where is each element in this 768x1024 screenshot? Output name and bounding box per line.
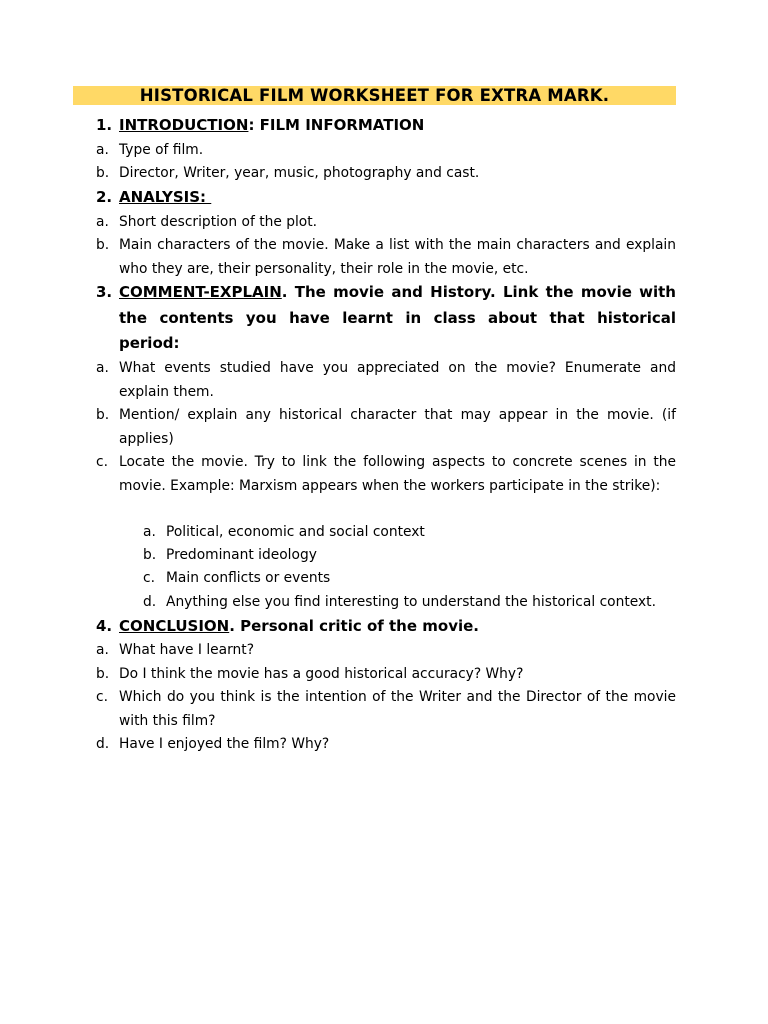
list-item-marker: b. — [96, 165, 110, 181]
list-item-marker: c. — [96, 454, 108, 470]
list-item-text: Main characters of the movie. Make a list with the main characters and explain who they are, their personality, their role in the movie, etc. — [119, 237, 676, 277]
list-item-marker: c. — [96, 689, 108, 705]
list-item-marker: d. — [96, 736, 110, 752]
section-number: 1. — [96, 116, 113, 134]
list-item — [96, 139, 676, 163]
sub-list-item — [143, 521, 683, 545]
list-item — [96, 639, 676, 663]
list-item — [96, 234, 676, 281]
section-heading-underlined: COMMENT-EXPLAIN — [119, 283, 282, 301]
sub-list-item-text: Main conflicts or events — [166, 570, 331, 586]
section-heading-rest: . Personal critic of the movie. — [229, 617, 479, 635]
sub-list-item — [143, 567, 683, 591]
list-item-marker: b. — [96, 237, 110, 253]
section-heading-conclusion — [96, 614, 676, 640]
list-item — [96, 663, 676, 687]
list-item — [96, 733, 676, 757]
sub-list-item — [143, 591, 683, 615]
section-heading-analysis — [96, 185, 676, 211]
list-item-marker: a. — [96, 360, 109, 376]
sub-list-item-marker: c. — [143, 570, 155, 586]
sub-list-item-marker: a. — [143, 524, 156, 540]
sub-list-item-marker: d. — [143, 594, 157, 610]
list-item-text: Have I enjoyed the film? Why? — [119, 736, 330, 752]
list-item — [96, 404, 676, 451]
list-item-text: Do I think the movie has a good historical accuracy? Why? — [119, 666, 524, 682]
section-heading-text — [119, 113, 676, 139]
section-number: 2. — [96, 188, 113, 206]
list-item-marker: a. — [96, 214, 109, 230]
list-item-text: Mention/ explain any historical character that may appear in the movie. (if applies) — [119, 407, 676, 447]
list-item-marker: a. — [96, 642, 109, 658]
section-heading-underlined: ANALYSIS: — [119, 188, 212, 206]
section-number: 3. — [96, 283, 113, 301]
sub-list-item-text: Predominant ideology — [166, 547, 317, 563]
list-item — [96, 451, 676, 498]
list-item-text: Type of film. — [119, 142, 204, 158]
list-item — [96, 211, 676, 235]
section-heading-rest: : FILM INFORMATION — [248, 116, 425, 134]
list-item-text: Which do you think is the intention of the Writer and the Director of the movie with this film? — [119, 689, 676, 729]
list-item-marker: b. — [96, 666, 110, 682]
list-item-text: Locate the movie. Try to link the following aspects to concrete scenes in the movie. Example: Marxism appears when the workers participate in the strike): — [119, 454, 676, 494]
section-heading-rest: . The movie and History. Link the movie with the contents you have learnt in class about that historical period: — [119, 283, 676, 352]
list-item-marker: a. — [96, 142, 109, 158]
section-number: 4. — [96, 617, 113, 635]
list-item-text: What events studied have you appreciated on the movie? Enumerate and explain them. — [119, 360, 676, 400]
section-heading-text — [119, 185, 676, 211]
sub-list-item — [143, 544, 683, 568]
section-heading-text — [119, 280, 676, 357]
list-item-text: Director, Writer, year, music, photography and cast. — [119, 165, 480, 181]
section-heading-comment-explain — [96, 280, 676, 357]
list-item-marker: b. — [96, 407, 110, 423]
section-heading-introduction — [96, 113, 676, 139]
section-heading-underlined: CONCLUSION — [119, 617, 230, 635]
list-item-text: Short description of the plot. — [119, 214, 318, 230]
sub-list-item-marker: b. — [143, 547, 157, 563]
list-item-text: What have I learnt? — [119, 642, 255, 658]
sub-list-item-text: Anything else you find interesting to understand the historical context. — [166, 594, 656, 610]
list-item — [96, 162, 676, 186]
list-item — [96, 686, 676, 733]
section-heading-underlined: INTRODUCTION — [119, 116, 249, 134]
worksheet-title: HISTORICAL FILM WORKSHEET FOR EXTRA MARK. — [73, 86, 676, 105]
sub-list-item-text: Political, economic and social context — [166, 524, 425, 540]
section-heading-text — [119, 614, 676, 640]
list-item — [96, 357, 676, 404]
